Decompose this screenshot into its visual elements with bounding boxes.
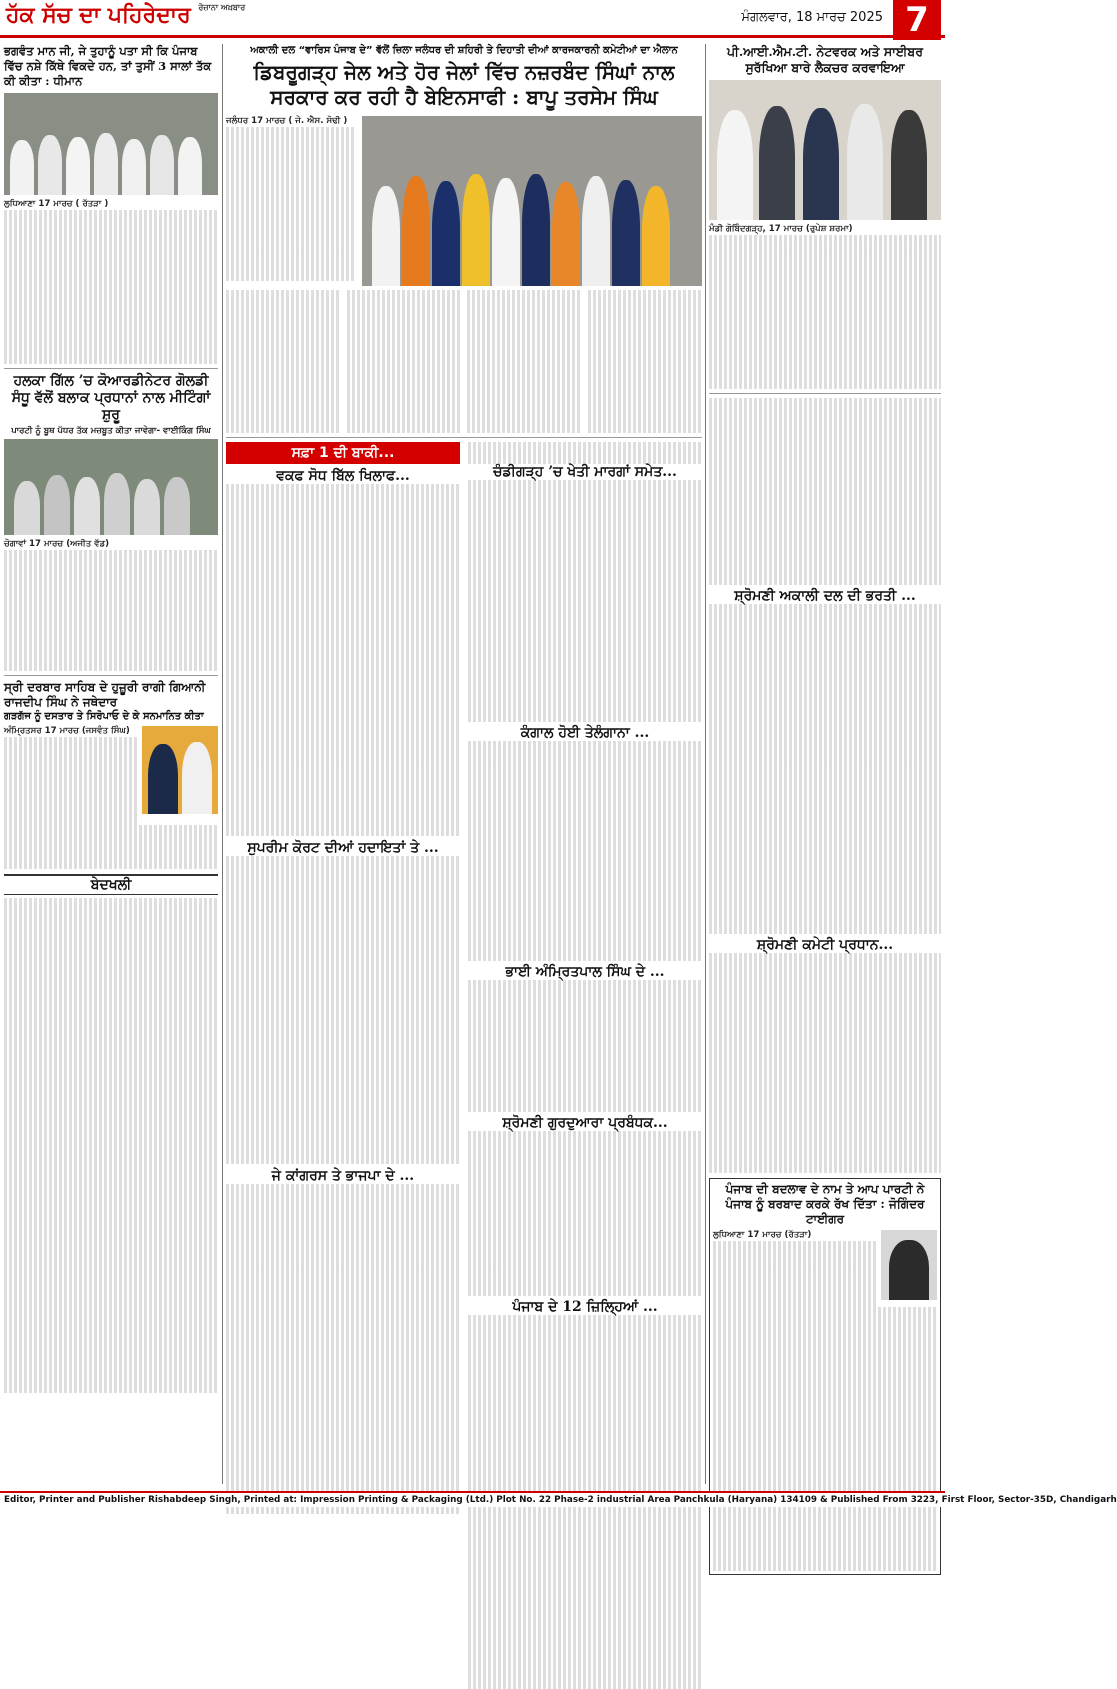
- article-headline: ਡਿਬਰੂਗੜ੍ਹ ਜੇਲ ਅਤੇ ਹੋਰ ਜੇਲਾਂ ਵਿੱਚ ਨਜ਼ਰਬੰਦ ਸਿੰਘਾਂ ਨਾਲ ਸਰਕਾਰ ਕਰ ਰਹੀ ਹੈ ਬੇਇਨਸਾਫੀ : ਬਾਪੂ ਤਰਸੇਮ ਸਿੰਘ: [253, 60, 675, 109]
- eviction-notices: [4, 898, 218, 1393]
- article-headline: ਹਲਕਾ ਗਿੱਲ ’ਚ ਕੋਆਰਡੀਨੇਟਰ ਗੋਲਡੀ ਸੰਧੂ ਵੱਲੋਂ ਬਲਾਕ ਪ੍ਰਧਾਨਾਂ ਨਾਲ ਮੀਟਿੰਗਾਂ ਸ਼ੁਰੂ: [11, 373, 211, 423]
- column-divider: [222, 44, 223, 1484]
- boxed-article: [709, 1178, 941, 1575]
- continued-heading: ਵਕਫ ਸੋਧ ਬਿੱਲ ਖਿਲਾਫ...: [276, 468, 410, 484]
- continued-heading: ਚੰਡੀਗੜ੍ਹ ’ਚ ਖੇਤੀ ਮਾਰਗਾਂ ਸਮੇਤ...: [493, 464, 677, 480]
- dateline: ਲੁਧਿਆਣਾ 17 ਮਾਰਚ (ਰੱਤੜਾ): [713, 1230, 812, 1240]
- column-divider: [705, 44, 706, 1484]
- article-body: [226, 484, 460, 836]
- article-kicker: ਅਕਾਲੀ ਦਲ “ਵਾਰਿਸ ਪੰਜਾਬ ਦੇ” ਵੱਲੋਂ ਜ਼ਿਲਾ ਜਲੰਧਰ ਦੀ ਸ਼ਹਿਰੀ ਤੇ ਦਿਹਾਤੀ ਦੀਆਂ ਕਾਰਜਕਾਰਨੀ ਕਮੇਟੀਆਂ ਦਾ ਐਲਾਨ: [250, 45, 678, 56]
- article-body: [468, 442, 702, 464]
- dateline: ਚੋਗਾਵਾਂ 17 ਮਾਰਚ (ਅਜੀਤ ਵੱਡ): [4, 539, 110, 549]
- dateline: ਅੰਮ੍ਰਿਤਸਰ 17 ਮਾਰਚ (ਜਸਵੰਤ ਸਿੰਘ): [4, 726, 130, 736]
- article-body: [709, 953, 941, 1173]
- article-subheadline: ਪਾਰਟੀ ਨੂੰ ਬੂਥ ਪੱਧਰ ਤੱਕ ਮਜ਼ਬੂਤ ਕੀਤਾ ਜਾਵੇਗਾ- ਵਾਈਕਿੰਗ ਸਿੰਘ: [11, 426, 211, 436]
- news-photo: [709, 80, 941, 220]
- news-photo: [4, 439, 218, 535]
- right-column: [709, 44, 941, 1484]
- continued-heading: ਕੰਗਾਲ ਹੋਈ ਤੇਲੰਗਾਨਾ ...: [520, 725, 650, 741]
- article-body: [4, 550, 218, 671]
- continued-heading: ਪੰਜਾਬ ਦੇ 12 ਜ਼ਿਲ੍ਹਿਆਂ ...: [512, 1299, 658, 1315]
- continued-banner: ਸਫ਼ਾ 1 ਦੀ ਬਾਕੀ...: [226, 442, 460, 464]
- masthead: [0, 0, 945, 38]
- article-body: [709, 235, 941, 389]
- article-body: [4, 210, 218, 364]
- portrait-photo: [881, 1230, 937, 1300]
- article-body: [226, 1184, 460, 1514]
- news-photo: [362, 116, 702, 286]
- article-headline: ਪੰਜਾਬ ਦੀ ਬਦਲਾਵ ਦੇ ਨਾਮ ਤੇ ਆਪ ਪਾਰਟੀ ਨੇ ਪੰਜਾਬ ਨੂੰ ਬਰਬਾਦ ਕਰਕੇ ਰੱਖ ਦਿੱਤਾ : ਜੋਗਿੰਦਰ ਟਾਈਗਰ: [725, 1182, 925, 1226]
- brand-title: ਹੱਕ ਸੱਚ ਦਾ ਪਹਿਰੇਦਾਰ: [6, 2, 191, 28]
- article-body: [468, 980, 702, 1112]
- continued-heading: ਸ਼੍ਰੋਮਣੀ ਕਮੇਟੀ ਪ੍ਰਧਾਨ...: [756, 937, 894, 953]
- left-column: [4, 44, 218, 1484]
- imprint-footer: Editor, Printer and Publisher Rishabdeep Singh, Printed at: Impression Printing & Packaging (Ltd.) Plot No. 22 Phase-2 industrial Area Panchkula (Haryana) 134109 & Published From 3223, First Floor, Sector-35D, Chandigarh: [0, 1491, 945, 1507]
- news-photo: [4, 93, 218, 195]
- continued-heading: ਸ਼੍ਰੋਮਣੀ ਗੁਰਦੁਆਰਾ ਪ੍ਰਬੰਧਕ...: [502, 1115, 668, 1131]
- page-number: 7: [893, 0, 941, 40]
- continued-heading: ਜੇ ਕਾਂਗਰਸ ਤੇ ਭਾਜਪਾ ਦੇ ...: [271, 1168, 415, 1184]
- article-body: [709, 604, 941, 934]
- dateline: ਮੰਡੀ ਗੋਬਿੰਦਗੜ੍ਹ, 17 ਮਾਰਚ (ਰੁਪੇਸ਼ ਸ਼ਰਮਾ): [709, 224, 853, 234]
- article-body: [226, 290, 702, 433]
- center-column: [226, 44, 702, 1484]
- article-body: [468, 741, 702, 961]
- notices-title: ਬੇਦਖਲੀ: [4, 874, 218, 895]
- article-body: [468, 480, 702, 722]
- continued-heading: ਸੁਪਰੀਮ ਕੋਰਟ ਦੀਆਂ ਹਦਾਇਤਾਂ ਤੇ ...: [247, 840, 439, 856]
- article-headline: ਸ੍ਰੀ ਦਰਬਾਰ ਸਾਹਿਬ ਦੇ ਹੁਜ਼ੂਰੀ ਰਾਗੀ ਗਿਆਨੀ ਰਾਜਦੀਪ ਸਿੰਘ ਨੇ ਜਥੇਦਾਰ: [4, 680, 206, 709]
- article-subheadline: ਗੜਗੱਜ ਨੂੰ ਦਸਤਾਰ ਤੇ ਸਿਰੋਪਾਓ ਦੇ ਕੇ ਸਨਮਾਨਿਤ ਕੀਤਾ: [4, 711, 204, 722]
- news-photo: [142, 726, 218, 814]
- issue-date: ਮੰਗਲਵਾਰ, 18 ਮਾਰਚ 2025: [741, 10, 883, 25]
- brand-tagline: ਰੋਜ਼ਾਨਾ ਅਖ਼ਬਾਰ: [198, 2, 246, 12]
- article-body: [709, 398, 941, 585]
- article-body: [713, 1307, 937, 1571]
- dateline: ਲੁਧਿਆਣਾ 17 ਮਾਰਚ ( ਰੱਤੜਾ ): [4, 199, 109, 209]
- dateline: ਜਲੰਧਰ 17 ਮਾਰਚ ( ਜੇ. ਐਸ. ਸੋਢੀ ): [226, 116, 348, 126]
- continued-heading: ਸ਼੍ਰੋਮਣੀ ਅਕਾਲੀ ਦਲ ਦੀ ਭਰਤੀ ...: [734, 588, 916, 604]
- continued-heading: ਭਾਈ ਅੰਮ੍ਰਿਤਪਾਲ ਸਿੰਘ ਦੇ ...: [505, 964, 665, 980]
- article-body: [468, 1131, 702, 1296]
- article-headline: ਪੀ.ਆਈ.ਐਮ.ਟੀ. ਨੇਟਵਰਕ ਅਤੇ ਸਾਈਬਰ ਸੁਰੱਖਿਆ ਬਾਰੇ ਲੈਕਚਰ ਕਰਵਾਇਆ: [727, 44, 923, 75]
- article-body: [226, 856, 460, 1164]
- newspaper-brand: [6, 2, 245, 28]
- article-headline: ਭਗਵੰਤ ਮਾਨ ਜੀ, ਜੇ ਤੁਹਾਨੂੰ ਪਤਾ ਸੀ ਕਿ ਪੰਜਾਬ ਵਿੱਚ ਨਸ਼ੇ ਕਿੱਥੇ ਵਿਕਦੇ ਹਨ, ਤਾਂ ਤੁਸੀਂ 3 ਸਾਲਾਂ ਤੱਕ ਕੀ ਕੀਤਾ : ਧੀਮਾਨ: [4, 44, 212, 88]
